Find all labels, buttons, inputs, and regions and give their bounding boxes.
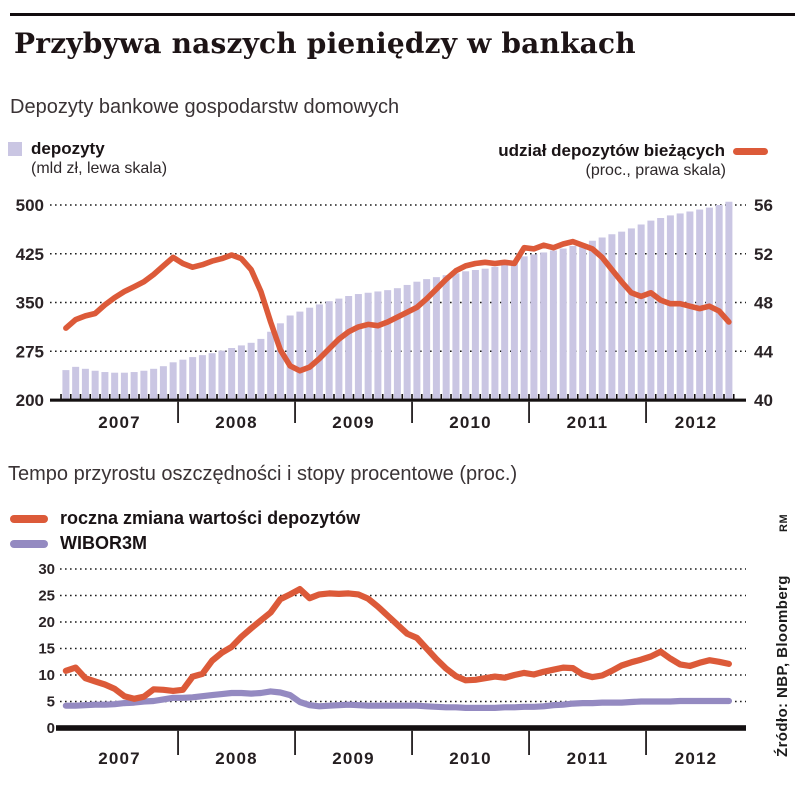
legend1-bars-label: depozyty <box>31 139 105 158</box>
legend1-line-sub: (proc., prawa skala) <box>585 162 726 179</box>
right-axis-tick: 40 <box>754 391 773 410</box>
growth-rates-line-chart <box>0 560 805 791</box>
bar-swatch-icon <box>8 142 22 156</box>
page-title: Przybywa naszych pieniędzy w bankach <box>14 27 636 60</box>
year-label: 2010 <box>449 749 492 768</box>
left-axis-tick: 425 <box>15 244 44 264</box>
orange-line-swatch-icon <box>733 148 768 155</box>
deposit-growth-line <box>66 589 729 699</box>
year-label: 2008 <box>215 413 258 432</box>
left-axis-tick: 275 <box>15 342 44 362</box>
purple-line-swatch-icon <box>10 540 48 548</box>
y-axis-tick: 20 <box>38 614 55 631</box>
year-label: 2011 <box>566 413 609 432</box>
year-label: 2012 <box>674 749 718 768</box>
x-axis <box>56 725 746 731</box>
top-rule <box>10 13 795 16</box>
legend2-line1-label: roczna zmiana wartości depozytów <box>60 508 361 528</box>
right-axis-tick: 56 <box>754 196 773 215</box>
year-label: 2008 <box>215 749 258 768</box>
y-axis-tick: 0 <box>46 720 55 737</box>
chart1-subtitle: Depozyty bankowe gospodarstw domowych <box>10 96 400 118</box>
left-axis-tick: 350 <box>15 293 44 313</box>
right-axis-tick: 52 <box>754 244 773 264</box>
legend1-line <box>498 141 768 161</box>
right-axis-tick: 44 <box>754 342 773 362</box>
y-axis-tick: 15 <box>38 640 55 658</box>
y-axis-tick: 30 <box>38 561 55 578</box>
year-label: 2007 <box>98 749 141 768</box>
legend2-line2-label: WIBOR3M <box>60 533 147 553</box>
deposit-bars <box>62 202 732 400</box>
chart2-title: Tempo przyrostu oszczędności i stopy procentowe (proc.) <box>8 463 518 485</box>
y-axis-tick: 10 <box>38 667 55 684</box>
left-axis-tick: 500 <box>15 196 44 215</box>
legend1-bars <box>8 139 105 159</box>
year-label: 2007 <box>98 413 141 432</box>
orange-line-swatch-icon <box>10 515 48 523</box>
y-axis-tick: 25 <box>38 587 55 605</box>
year-label: 2011 <box>566 749 609 768</box>
source: Źródło: NBP, Bloomberg <box>774 575 791 757</box>
legend2-line1 <box>10 508 360 529</box>
left-axis-tick: 200 <box>15 391 44 410</box>
wibor3m-line <box>66 691 729 708</box>
x-axis <box>50 399 746 402</box>
legend1-bars-sub: (mld zł, lewa skala) <box>31 160 168 177</box>
deposits-bar-line-chart <box>0 190 805 440</box>
year-label: 2009 <box>332 413 375 432</box>
year-label: 2010 <box>449 413 492 432</box>
gridlines <box>60 569 746 702</box>
y-axis-tick: 5 <box>46 693 55 711</box>
year-label: 2012 <box>674 413 718 432</box>
credit: RM <box>778 513 790 532</box>
legend1-line-label: udział depozytów bieżących <box>498 141 725 160</box>
legend2-line2 <box>10 533 147 554</box>
year-label: 2009 <box>332 749 375 768</box>
right-axis-tick: 48 <box>754 293 773 313</box>
